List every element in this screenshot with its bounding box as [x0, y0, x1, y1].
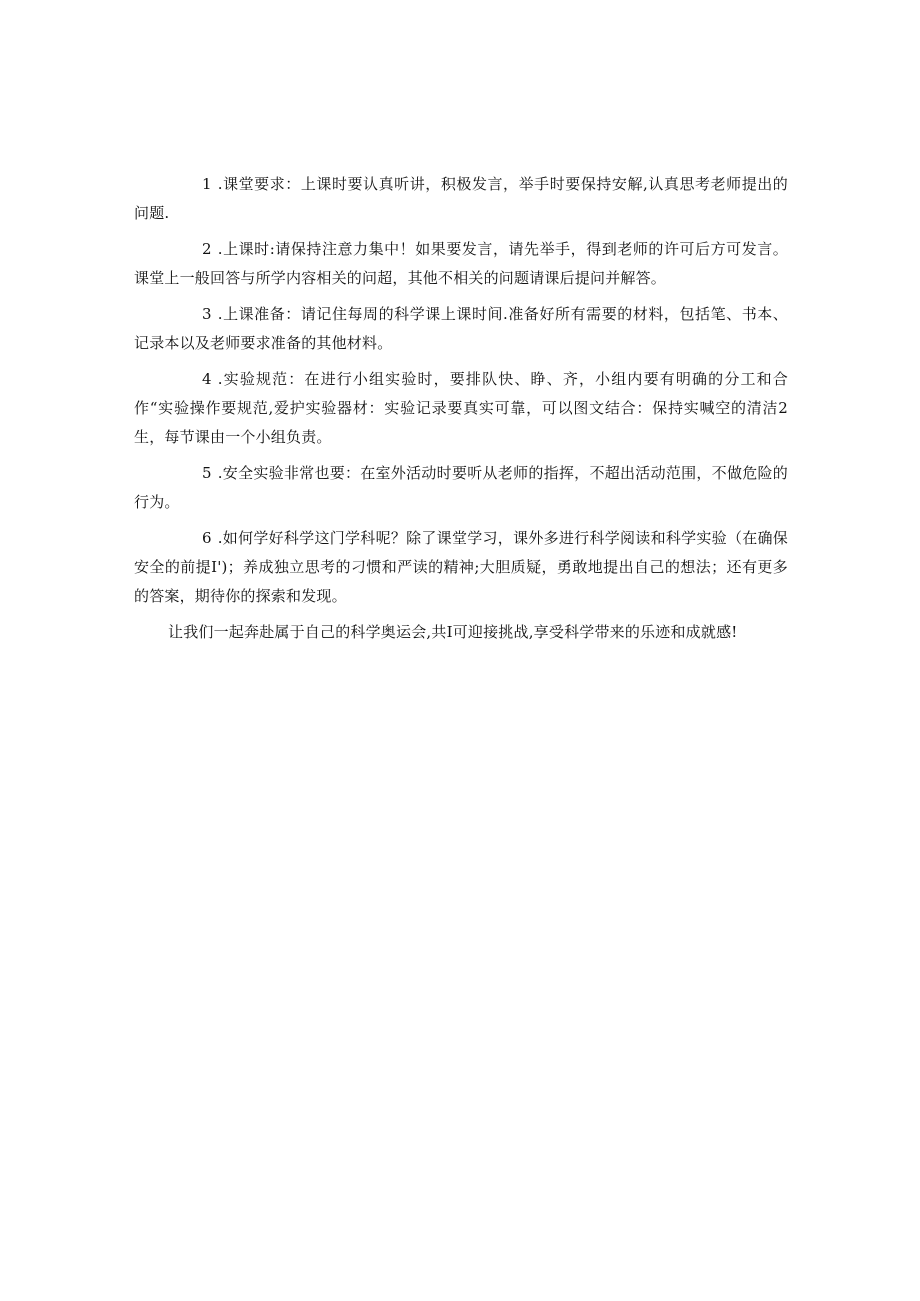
rule-text: .实验规范：在进行小组实验时，要排队快、睁、齐，小组内要有明确的分工和合作“实验操作要规范,爱护实验器材：实验记录要真实可靠，可以图文结合：保持实喊空的清洁2生，每节课由一个小组负责。: [134, 370, 788, 446]
rule-paragraph-2: [134, 235, 788, 293]
document-body: [134, 170, 788, 654]
rule-text: .安全实验非常也要：在室外活动时要听从老师的指挥，不超出活动范围，不做危险的行为。: [134, 464, 788, 511]
rule-text: .上课准备：请记住每周的科学课上课时间.准备好所有需要的材料，包括笔、书本、记录本以及老师要求准备的其他材料。: [134, 305, 788, 352]
rule-text: .如何学好科学这门学科呢？除了课堂学习，课外多进行科学阅读和科学实验（在确保安全的前提I')；养成独立思考的刁惯和严读的精神;大胆质疑，勇敢地提出自己的想法；还有更多的答案，期待你的探索和发现。: [134, 529, 788, 605]
closing-paragraph: 让我们一起奔赴属于自己的科学奥运会,共I可迎接挑战,享受科学带来的乐迹和成就感!: [168, 623, 738, 641]
rule-paragraph-5: [134, 459, 788, 517]
rule-paragraph-4: [134, 365, 788, 452]
rule-number: 3: [202, 305, 212, 323]
rule-number: 1: [202, 175, 212, 193]
rule-number: 5: [202, 464, 212, 482]
rule-paragraph-6: [134, 524, 788, 611]
rule-number: 6: [202, 529, 212, 547]
rule-number: 2: [202, 240, 212, 258]
rule-text: .上课时:请保持注意力集中！如果要发言，请先举手，得到老师的许可后方可发言。课堂上一般回答与所学内容相关的问超，其他不相关的问题请课后提问并解答。: [134, 240, 788, 287]
rule-number: 4: [202, 370, 212, 388]
rule-paragraph-1: [134, 170, 788, 228]
rule-text: .课堂要求：上课时要认真听讲，积极发言，举手时要保持安解,认真思考老师提出的问题.: [134, 175, 788, 222]
rule-paragraph-3: [134, 300, 788, 358]
